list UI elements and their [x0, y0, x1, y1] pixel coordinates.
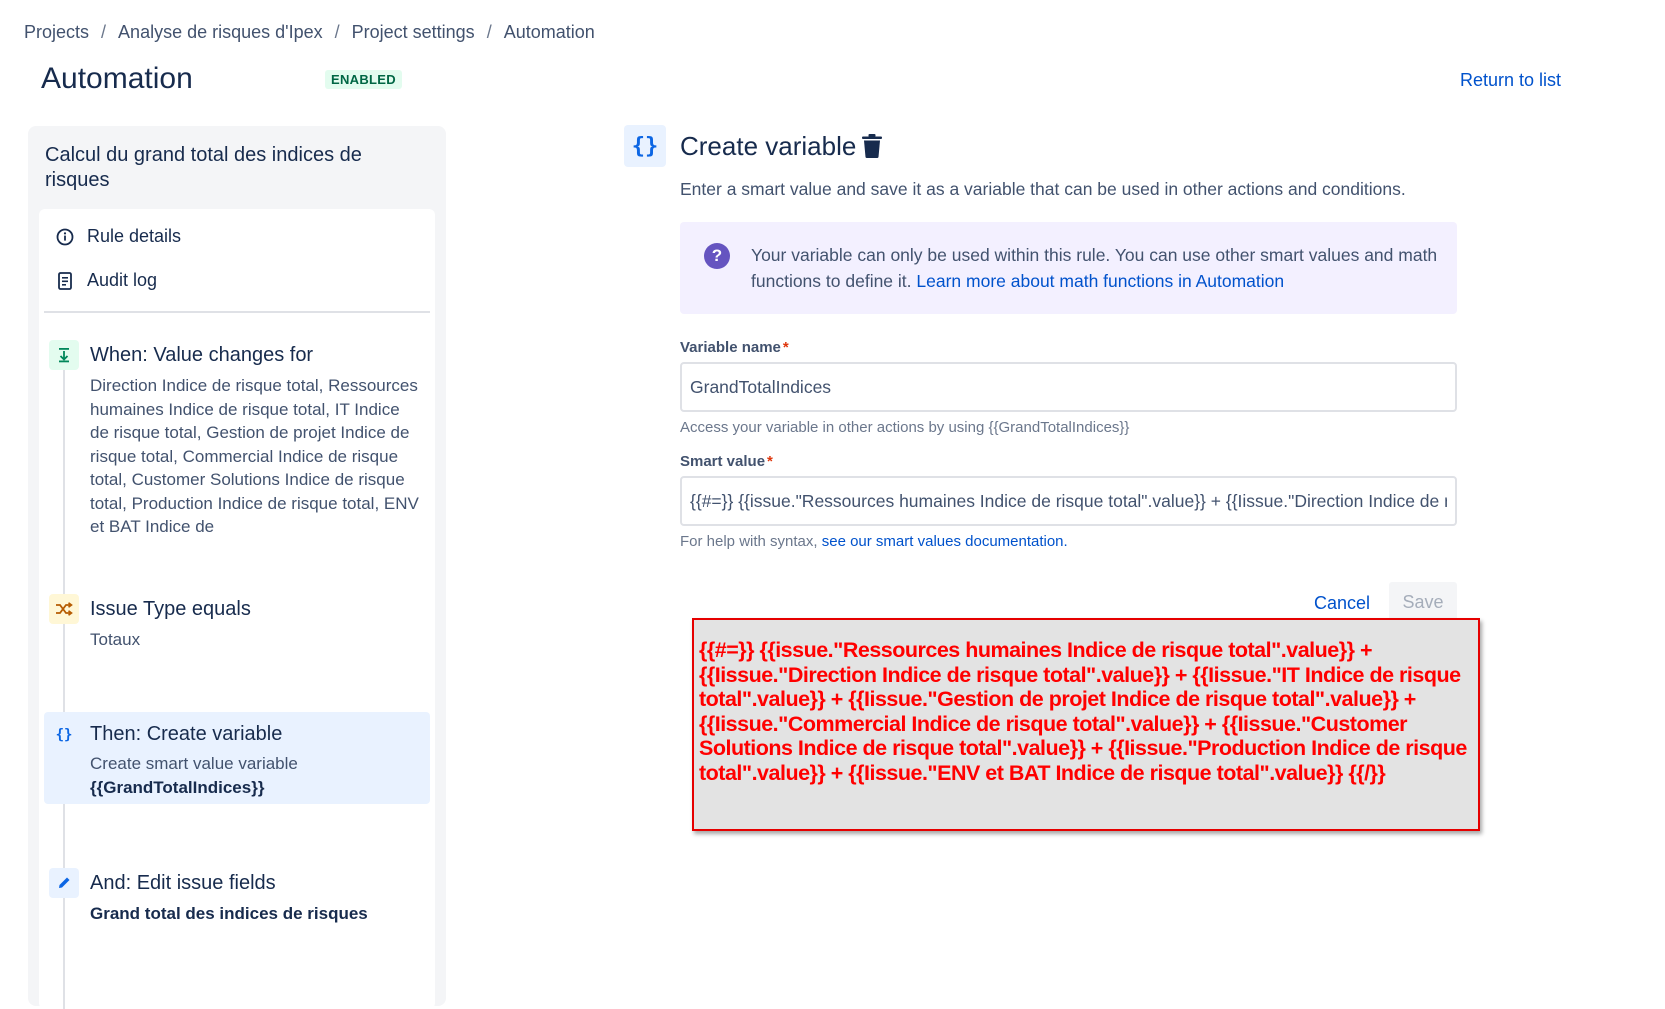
smart-value-help [680, 533, 1068, 550]
document-icon [55, 271, 75, 291]
question-icon: ? [704, 243, 730, 269]
condition-step-desc: Totaux [90, 630, 141, 649]
smart-value-help-text: For help with syntax, [680, 533, 822, 550]
create-variable-step-text: Create smart value variable [90, 754, 298, 773]
trash-icon[interactable] [861, 133, 883, 159]
trigger-step[interactable] [44, 340, 430, 536]
audit-log-label: Audit log [87, 270, 158, 290]
variable-name-label-text: Variable name [680, 339, 781, 356]
edit-issue-step[interactable] [44, 868, 430, 948]
component-title: Create variable [680, 131, 857, 161]
required-marker: * [767, 453, 773, 470]
info-panel [680, 222, 1457, 314]
condition-step[interactable] [44, 594, 430, 664]
edit-icon [49, 868, 79, 898]
smart-value-label [680, 453, 773, 470]
smart-value-label-text: Smart value [680, 453, 766, 470]
rule-sidebar [28, 126, 446, 1006]
smart-values-docs-link[interactable]: see our smart values documentation. [821, 533, 1068, 550]
variable-icon: {} [624, 125, 666, 167]
create-variable-step-variable: {{GrandTotalIndices}} [90, 777, 265, 797]
breadcrumb-project-settings[interactable]: Project settings [351, 22, 475, 42]
variable-icon: {} [55, 727, 73, 743]
condition-step-title: Issue Type equals [90, 598, 251, 620]
trigger-step-desc: Direction Indice de risque total, Ressources humaines Indice de risque total, IT Indice de risque total, Gestion de projet Indice de risque total, Commercial Indice de risque total, Customer Solutions Indice de risque total, Production Indice de risque total, ENV et BAT Indice de [90, 376, 419, 536]
breadcrumb-separator: / [334, 22, 340, 42]
status-badge: ENABLED [325, 70, 402, 89]
trigger-icon [49, 340, 79, 370]
sidebar-divider [44, 311, 430, 313]
variable-name-help: Access your variable in other actions by using {{GrandTotalIndices}} [680, 419, 1130, 436]
rule-components-card [39, 209, 435, 1009]
breadcrumb-automation[interactable]: Automation [503, 22, 595, 42]
rule-name: Calcul du grand total des indices de risques [45, 144, 362, 191]
return-to-list-link[interactable]: Return to list [1460, 70, 1562, 90]
breadcrumb-projects[interactable]: Projects [24, 22, 90, 42]
cancel-button[interactable]: Cancel [1300, 584, 1384, 622]
smart-value-annotation: {{#=}} {{issue."Ressources humaines Indice de risque total".value}} + {{Iissue."Direction Indice de risque total".value}} + {{Iissue."IT Indice de risque total".value}} + {{Iissue."Gestion de projet Indice de risque total".value}} + {{Iissue."Commercial Indice de risque total".value}} + {{Iissue."Customer Solutions Indice de risque total".value}} + {{Iissue."Production Indice de risque total".value}} + {{Iissue."ENV et BAT Indice de risque total".value}} {{/}} [692, 618, 1480, 831]
breadcrumb-separator: / [486, 22, 492, 42]
info-circle-icon [55, 227, 75, 247]
component-description: Enter a smart value and save it as a variable that can be used in other actions and conditions. [680, 179, 1406, 199]
info-message [751, 243, 1441, 294]
edit-issue-step-title: And: Edit issue fields [90, 872, 276, 894]
condition-icon [49, 594, 79, 624]
breadcrumb-separator: / [101, 22, 107, 42]
create-variable-step-desc [90, 752, 420, 799]
edit-issue-step-field: Grand total des indices de risques [90, 904, 368, 923]
info-text: Your variable can only be used within this rule. You can use other smart values and math functions to define it. [751, 245, 1438, 291]
create-variable-step-title: Then: Create variable [90, 723, 283, 745]
trigger-step-title: When: Value changes for [90, 344, 314, 366]
page-title: Automation [41, 62, 193, 95]
create-variable-step[interactable] [44, 712, 430, 804]
variable-name-input[interactable] [680, 362, 1457, 412]
variable-name-label [680, 339, 789, 356]
rule-details-label: Rule details [87, 226, 182, 246]
save-button[interactable]: Save [1389, 582, 1457, 622]
breadcrumb-project[interactable]: Analyse de risques d'Ipex [118, 22, 323, 42]
rule-details-link[interactable] [55, 226, 181, 247]
smart-value-input[interactable] [680, 476, 1457, 526]
math-functions-link[interactable]: Learn more about math functions in Automation [916, 270, 1285, 291]
breadcrumb [24, 22, 595, 43]
required-marker: * [782, 339, 789, 356]
audit-log-link[interactable] [55, 270, 157, 291]
